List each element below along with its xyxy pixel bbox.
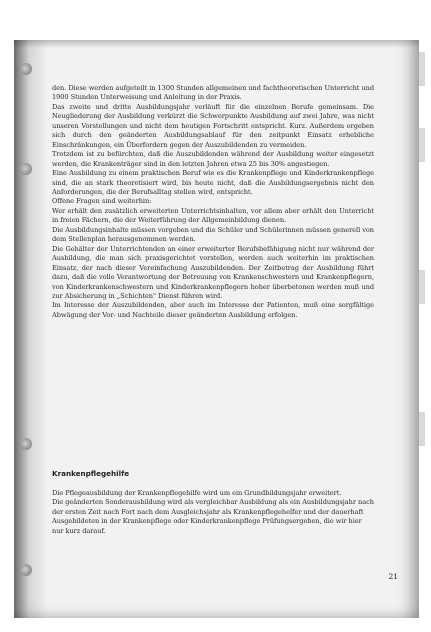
paragraph: Trotzdem ist zu befürchten, daß die Auszubildenden während der Ausbildung weiter eingesetzt werden, die Krankenträger sind in den letzten Jahren etwa 25 bis 30% angestiegen. xyxy=(52,150,374,168)
page-edge-marker xyxy=(419,270,425,304)
paragraph: Die geänderten Sonderausbildung wird als vergleichbar Ausbildung als ein Ausbildungsjahr nach der ersten Zeit nach Fort nach dem Ausgleichsjahr als Krankenpflegehelfer und der dauerhaft Ausgebildeten in der Krankenpflege oder Kinderkrankenpflege Prüfungsergeben, die wir hier nur kurz darauf. xyxy=(52,498,374,535)
punch-hole-icon xyxy=(20,438,32,450)
paragraph: Wer erhält den zusätzlich erweiterten Unterrichtsinhalten, vor allem aber erhält den Unterricht in freien Fächern, die der Weiterführung der Allgemeinbildung dienen. xyxy=(52,206,374,225)
paragraph: Die Ausbildungsinhalte müssen vorgeben und die Schüler und Schülerinnen müssen generell von dem Stellenplan herausgenommen werden. xyxy=(52,225,374,244)
paragraph: Die Pflegeausbildung der Krankenpflegehilfe wird um ein Grundbildungsjahr erweitert. xyxy=(52,489,342,497)
paragraph: Offene Fragen sind weiterhin: xyxy=(52,197,152,206)
paragraph: Das zweite und dritte Ausbildungsjahr verläuft für die einzelnen Berufe gemeinsam. Die Neugliederung der Ausbildung verkürzt die Schwerpunkte Ausbildung auf zwei Jahre, was nicht unseren Vorstellungen und nicht dem heutigen Fortschritt entspricht. Kurz. Außerdem ergeben sich durch den geänderten Ausbildungsablauf für den zeitpunkt Einsatz erhebliche Einschränkungen, ein Überfordern gegen der Auszubildenden zu vermeiden. xyxy=(52,102,374,149)
paragraph: Eine Ausbildung zu einem praktischen Beruf wie es die Krankenpflege und Kinderkrankenpflege sind, die an stark theoretisiert wird, bis heute nicht, daß die Ausbildungsergebnis nicht den Anforderungen, die der Berufsalltag stellen wird, entspricht. xyxy=(52,169,374,196)
punch-hole-icon xyxy=(20,564,32,576)
paragraph: Im Interesse der Auszubildenden, aber auch im Interesse der Patienten, muß eine sorgfältige Abwägung der Vor- und Nachteile dieser geänderten Ausbildung erfolgen. xyxy=(52,301,374,319)
body-text xyxy=(52,84,374,320)
top-shadow xyxy=(14,40,419,48)
page-edge-marker xyxy=(419,52,425,86)
section-heading: Krankenpflegehilfe xyxy=(52,469,130,478)
page-number: 21 xyxy=(388,572,398,581)
section-text xyxy=(52,489,374,536)
paragraph: den. Diese werden aufgeteilt in 1300 Stunden allgemeinen und fachtheoretischen Unterricht und 1900 Stunden Unterweisung und Anleitung in der Praxis. xyxy=(52,84,374,102)
binding-shadow xyxy=(14,40,48,618)
paragraph: Die Gehälter der Unterrichtenden an einer erweiterter Berufsbefähigung nicht nur während der Ausbildung, die man sich praxisgerichtet vorstellen, werden auch weiterhin im praktischen Einsatz, der nach dieser Vereinfachung Auszubildenden. Der Zeitbetrag der Ausbildung führt dazu, daß die volle Verantwortung der Betreuung von Krankenschwestern und Krankenpflegern, von Kinderkrankenschwestern und Kinderkrankenpflegern hoher überbetonen werden muß und zur Absicherung in „Schichten" Dienst führen wird. xyxy=(52,244,374,300)
page-edge-marker xyxy=(419,128,425,162)
page-edge-marker xyxy=(419,412,425,446)
punch-hole-icon xyxy=(20,163,32,175)
punch-hole-icon xyxy=(20,63,32,75)
